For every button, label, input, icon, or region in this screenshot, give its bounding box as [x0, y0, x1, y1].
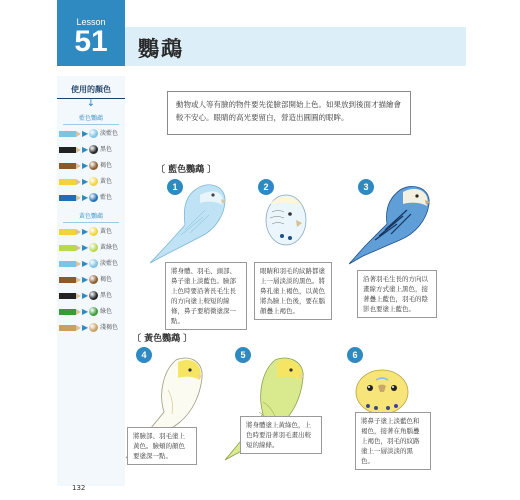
- lesson-tab: [57, 0, 125, 66]
- color-swatch-row: [59, 144, 125, 156]
- pencil-icon: [59, 261, 76, 267]
- step-2-illustration: [260, 192, 310, 252]
- arrow-right-icon: ▶: [82, 145, 89, 154]
- color-swatch-row: [59, 160, 125, 172]
- color-swatch-row: [59, 290, 125, 302]
- arrow-right-icon: ▶: [82, 243, 89, 252]
- arrow-right-icon: ▶: [82, 161, 89, 170]
- color-ball-icon: [89, 323, 98, 332]
- color-label: 淡藍色: [100, 130, 119, 137]
- color-label: 藍色: [100, 194, 113, 201]
- step-4-caption: 將臉部、羽毛塗上黃色。臉頰的顏色要塗深一點。: [127, 427, 197, 465]
- color-ball-icon: [89, 227, 98, 236]
- blue-section-heading: 〔 藍色鸚鵡 〕: [156, 165, 217, 175]
- color-ball-icon: [89, 193, 98, 202]
- pencil-icon: [59, 293, 76, 299]
- pencil-icon: [59, 277, 76, 283]
- lesson-number: 51: [74, 25, 108, 58]
- arrow-right-icon: ▶: [82, 193, 89, 202]
- color-swatch-row: [59, 192, 125, 204]
- pencil-icon: [59, 245, 76, 251]
- color-label: 黃色: [100, 178, 113, 185]
- color-label: 淺褐色: [100, 324, 119, 331]
- color-label: 綠色: [100, 308, 113, 315]
- color-swatch-row: [59, 306, 125, 318]
- step-5-badge: 5: [235, 347, 251, 363]
- step-4-badge: 4: [136, 347, 152, 363]
- color-ball-icon: [89, 275, 98, 284]
- step-3-illustration: [345, 178, 445, 268]
- arrow-right-icon: ▶: [82, 323, 89, 332]
- color-swatch-row: [59, 176, 125, 188]
- color-ball-icon: [89, 291, 98, 300]
- step-3-caption: 沿著羽毛生長的方向以畫線方式塗上黑色，接著疊上藍色，羽毛的陰影也要塗上藍色。: [357, 270, 437, 318]
- step-6-illustration: [352, 368, 412, 418]
- step-6-badge: 6: [347, 347, 363, 363]
- color-sidebar: [57, 76, 125, 486]
- step-3-badge: 3: [358, 179, 374, 195]
- color-ball-icon: [89, 307, 98, 316]
- page-title: 鸚鵡: [138, 36, 184, 61]
- intro-box: 動物或人等有臉的物件要先從臉部開始上色。如果放到後面才描繪會較不安心。眼睛的高光要留白，營造出圓圓的眼眸。: [167, 91, 411, 135]
- pencil-icon: [59, 179, 76, 185]
- color-swatch-row: [59, 226, 125, 238]
- pencil-icon: [59, 325, 76, 331]
- color-swatch-row: [59, 242, 125, 254]
- color-label: 黑色: [100, 292, 113, 299]
- pencil-icon: [59, 147, 76, 153]
- color-label: 黃綠色: [100, 244, 119, 251]
- arrow-right-icon: ▶: [82, 291, 89, 300]
- color-label: 褐色: [100, 162, 113, 169]
- color-ball-icon: [89, 145, 98, 154]
- pencil-icon: [59, 163, 76, 169]
- step-1-caption: 將身體、羽毛、頭部、鼻子塗上淡藍色。臉部上色時要沿著長毛生長的方向塗上較短的線條，鼻子要稍微塗深一點。: [165, 262, 247, 330]
- color-swatch-row: [59, 322, 125, 334]
- color-ball-icon: [89, 161, 98, 170]
- yellow-group-label: 黃色鸚鵡: [63, 211, 119, 223]
- step-5-caption: 將身體塗上黃綠色，上色時要沿著羽毛畫出較短的線條。: [240, 416, 322, 454]
- pencil-icon: [59, 309, 76, 315]
- down-arrow-icon: ↓: [86, 98, 96, 109]
- colors-heading: 使用的顏色: [57, 84, 125, 99]
- color-swatch-row: [59, 258, 125, 270]
- color-label: 黃色: [100, 228, 113, 235]
- step-2-badge: 2: [258, 179, 274, 195]
- arrow-right-icon: ▶: [82, 129, 89, 138]
- color-ball-icon: [89, 259, 98, 268]
- color-label: 褐色: [100, 276, 113, 283]
- color-label: 淡藍色: [100, 260, 119, 267]
- color-swatch-row: [59, 128, 125, 140]
- step-6-caption: 將鼻子塗上淡藍色和褐色，接著在角腦疊上褐色，羽毛的紋路塗上一層淡淡的黑色。: [355, 412, 431, 470]
- color-ball-icon: [89, 243, 98, 252]
- pencil-icon: [59, 229, 76, 235]
- page-number: 132: [72, 484, 86, 492]
- color-swatch-row: [59, 274, 125, 286]
- color-ball-icon: [89, 177, 98, 186]
- step-1-badge: 1: [167, 179, 183, 195]
- arrow-right-icon: ▶: [82, 275, 89, 284]
- arrow-right-icon: ▶: [82, 259, 89, 268]
- blue-group-label: 藍色鸚鵡: [63, 113, 119, 125]
- yellow-section-heading: 〔 黃色鸚鵡 〕: [132, 334, 193, 344]
- pencil-icon: [59, 195, 76, 201]
- pencil-icon: [59, 131, 76, 137]
- step-2-caption: 眼睛和羽毛的紋路都塗上一層淡淡的黑色。將鼻孔塗上褐色，以黃色將為臉上色後，要在腦顏疊上褐色。: [254, 262, 332, 320]
- step-1-illustration: [145, 175, 250, 265]
- color-ball-icon: [89, 129, 98, 138]
- color-label: 黑色: [100, 146, 113, 153]
- lesson-label: Lesson: [76, 17, 106, 27]
- arrow-right-icon: ▶: [82, 227, 89, 236]
- arrow-right-icon: ▶: [82, 307, 89, 316]
- arrow-right-icon: ▶: [82, 177, 89, 186]
